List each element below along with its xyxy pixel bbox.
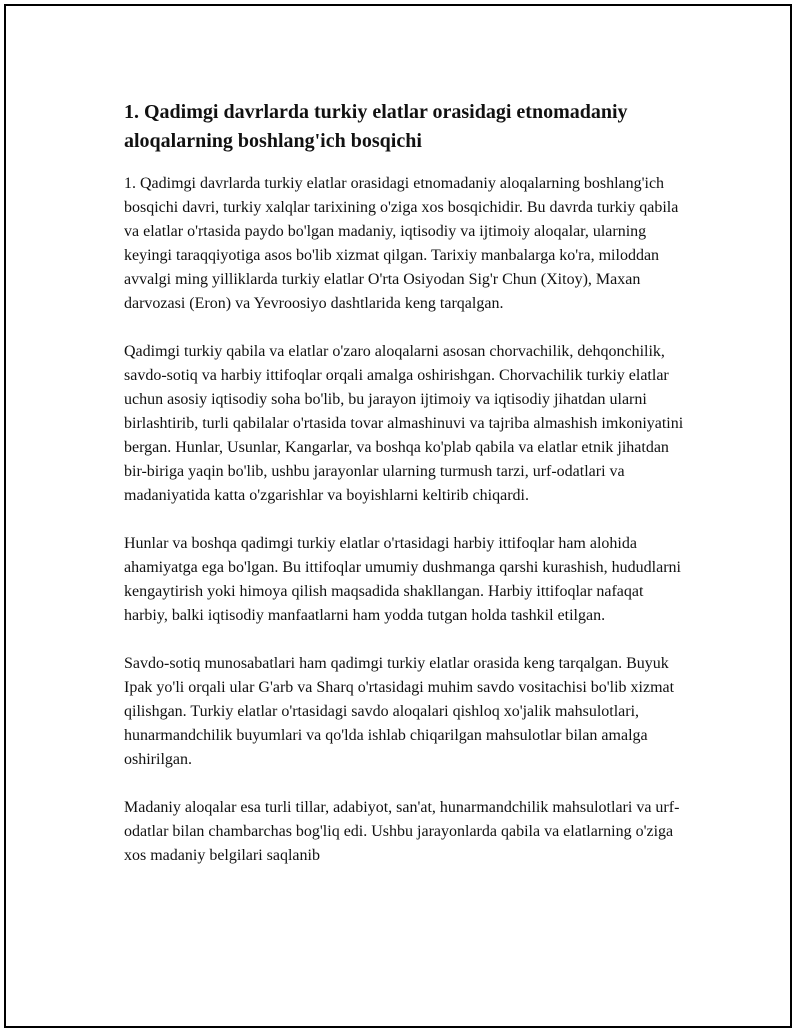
- paragraph-3: Hunlar va boshqa qadimgi turkiy elatlar o'rtasidagi harbiy ittifoqlar ham alohida ahamiyatga ega bo'lgan. Bu ittifoqlar umumiy dushmanga qarshi kurashish, hududlarni kengaytirish yoki himoya qilish maqsadida shakllangan. Harbiy ittifoqlar nafaqat harbiy, balki iqtisodiy manfaatlarni ham yodda tutgan holda tashkil etilgan.: [124, 535, 681, 624]
- document-body: [124, 98, 686, 892]
- paragraph-1: 1. Qadimgi davrlarda turkiy elatlar orasidagi etnomadaniy aloqalarning boshlang'ich bosqichi davri, turkiy xalqlar tarixining o'ziga xos bosqichidir. Bu davrda turkiy qabila va elatlar o'rtasida paydo bo'lgan madaniy, iqtisodiy va ijtimoiy aloqalar, ularning keyingi taraqqiyotiga asos bo'lib xizmat qilgan. Tarixiy manbalarga ko'ra, miloddan avvalgi ming yilliklarda turkiy elatlar O'rta Osiyodan Sig'r Chun (Xitoy), Maxan darvozasi (Eron) va Yevroosiyo dashtlarida keng tarqalgan.: [124, 175, 679, 312]
- paragraph-2: Qadimgi turkiy qabila va elatlar o'zaro aloqalarni asosan chorvachilik, dehqonchilik, savdo-sotiq va harbiy ittifoqlar orqali amalga oshirishgan. Chorvachilik turkiy elatlar uchun asosiy iqtisodiy soha bo'lib, bu jarayon ijtimoiy va iqtisodiy jihatdan ularni birlashtirib, turli qabilalar o'rtasida tovar almashinuvi va tajriba almashish imkoniyatini bergan. Hunlar, Usunlar, Kangarlar, va boshqa ko'plab qabila va elatlar etnik jihatdan bir-biriga yaqin bo'lib, ushbu jarayonlar ularning turmush tarzi, urf-odatlari va madaniyatida katta o'zgarishlar va boyishlarni keltirib chiqardi.: [124, 343, 684, 504]
- page-frame: [4, 4, 792, 1028]
- document-title: 1. Qadimgi davrlarda turkiy elatlar orasidagi etnomadaniy aloqalarning boshlang'ich bosqichi: [124, 101, 628, 152]
- paragraph-4: Savdo-sotiq munosabatlari ham qadimgi turkiy elatlar orasida keng tarqalgan. Buyuk Ipak yo'li orqali ular G'arb va Sharq o'rtasidagi muhim savdo vositachisi bo'lib xizmat qilishgan. Turkiy elatlar o'rtasidagi savdo aloqalari qishloq xo'jalik mahsulotlari, hunarmandchilik buyumlari va qo'lda ishlab chiqarilgan mahsulotlar bilan amalga oshirilgan.: [124, 655, 675, 768]
- paragraph-5: Madaniy aloqalar esa turli tillar, adabiyot, san'at, hunarmandchilik mahsulotlari va urf-odatlar bilan chambarchas bog'liq edi. Ushbu jarayonlarda qabila va elatlarning o'ziga xos madaniy belgilari saqlanib: [124, 799, 680, 864]
